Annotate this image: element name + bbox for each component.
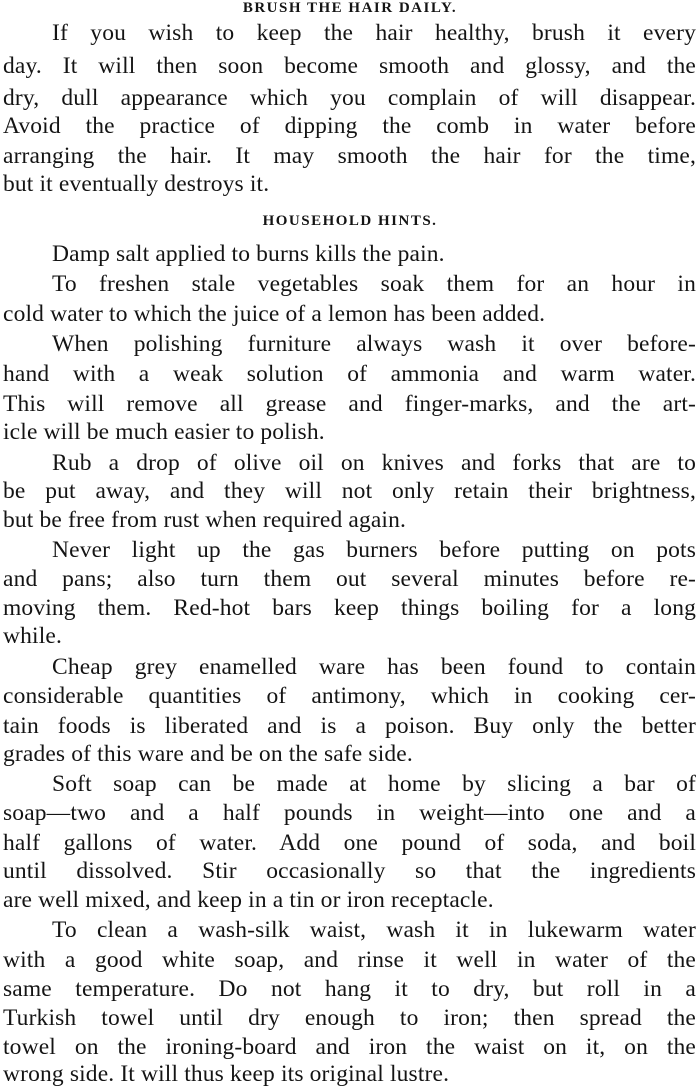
text-line: same temperature. Do not hang it to dry, but roll in a xyxy=(3,976,696,1002)
text-line: and pans; also turn them out several minutes before re- xyxy=(3,566,696,592)
text-line: while. xyxy=(3,623,62,649)
text-line: To clean a wash-silk waist, wash it in lukewarm water xyxy=(52,917,696,943)
text-line: icle will be much easier to polish. xyxy=(3,419,325,445)
text-line: Rub a drop of olive oil on knives and forks that are to xyxy=(52,450,696,476)
text-line: wrong side. It will thus keep its original lustre. xyxy=(3,1061,450,1087)
text-line: Avoid the practice of dipping the comb in water before xyxy=(3,113,696,139)
text-line: towel on the ironing-board and iron the waist on it, on the xyxy=(3,1034,696,1060)
text-line: be put away, and they will not only retain their brightness, xyxy=(3,478,696,504)
text-line: To freshen stale vegetables soak them for an hour in xyxy=(52,271,696,297)
section-title-brush-the-hair-daily: BRUSH THE HAIR DAILY. xyxy=(242,0,458,16)
text-line: day. It will then soon become smooth and glossy, and the xyxy=(3,53,696,79)
text-line: hand with a weak solution of ammonia and warm water. xyxy=(3,361,696,387)
text-line: soap—two and a half pounds in weight—into one and a xyxy=(3,800,696,826)
text-line: tain foods is liberated and is a poison. Buy only the better xyxy=(3,713,696,739)
text-line: until dissolved. Stir occasionally so that the ingredients xyxy=(3,858,696,884)
text-line: half gallons of water. Add one pound of soda, and boil xyxy=(3,830,696,856)
text-line: Turkish towel until dry enough to iron; then spread the xyxy=(3,1005,696,1031)
text-line: arranging the hair. It may smooth the hair for the time, xyxy=(3,143,696,169)
text-line: are well mixed, and keep in a tin or iron receptacle. xyxy=(3,887,494,913)
text-line: grades of this ware and be on the safe side. xyxy=(3,741,413,767)
text-line: dry, dull appearance which you complain of will disappear. xyxy=(3,85,696,111)
text-line: moving them. Red-hot bars keep things boiling for a long xyxy=(3,595,696,621)
text-line: Soft soap can be made at home by slicing a bar of xyxy=(52,771,696,797)
text-line: Never light up the gas burners before putting on pots xyxy=(52,537,696,563)
text-line: cold water to which the juice of a lemon has been added. xyxy=(3,301,546,327)
text-line: with a good white soap, and rinse it well in water of the xyxy=(3,947,696,973)
text-line: This will remove all grease and finger-marks, and the art- xyxy=(3,391,696,417)
text-line: considerable quantities of antimony, which in cooking cer- xyxy=(3,683,696,709)
text-line: When polishing furniture always wash it over before- xyxy=(52,331,696,357)
text-line: but be free from rust when required again. xyxy=(3,507,407,533)
text-line: Cheap grey enamelled ware has been found to contain xyxy=(52,654,696,680)
section-title-household-hints: HOUSEHOLD HINTS. xyxy=(262,213,438,229)
text-line: If you wish to keep the hair healthy, brush it every xyxy=(52,20,696,46)
text-line: Damp salt applied to burns kills the pain. xyxy=(52,241,445,267)
text-line: but it eventually destroys it. xyxy=(3,171,270,197)
